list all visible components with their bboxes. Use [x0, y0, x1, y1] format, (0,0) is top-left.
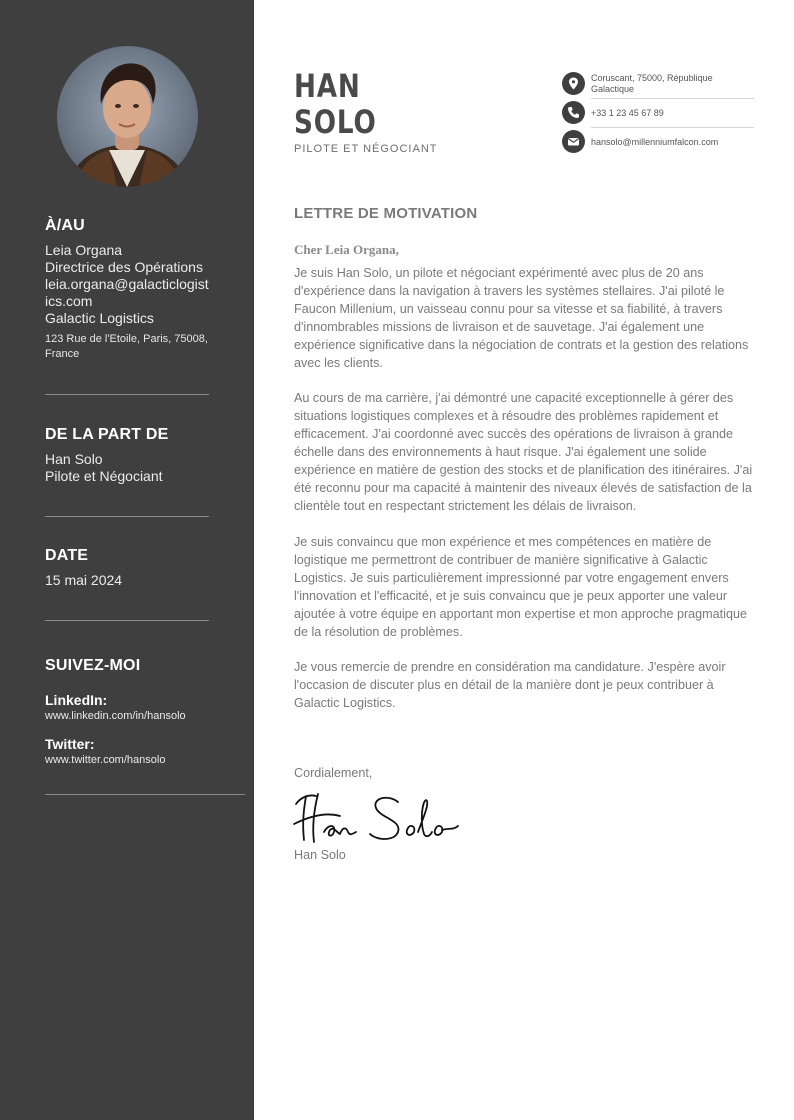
contact-divider — [591, 98, 754, 99]
signer-name: Han Solo — [294, 848, 346, 862]
divider — [45, 394, 209, 395]
twitter-link[interactable]: www.twitter.com/hansolo — [45, 754, 166, 766]
paragraph-2: Au cours de ma carrière, j'ai démontré une capacité exceptionnelle à gérer des situations logistiques complexes et à résoudre des problèmes rapidement et efficacement. J'ai coordonné avec succès des opérations de livraison à grande échelle dans des environnements à haut risque. J'ai également une solide expérience en matière de gestion des stocks et de planification des itinéraires. J'ai été reconnu pour ma capacité à maintenir des niveaux élevés de satisfaction de la clientèle tout en respectant strictement les délais de livraison. — [294, 391, 753, 513]
signature — [290, 788, 465, 855]
divider — [45, 620, 209, 621]
recipient-section — [45, 217, 209, 362]
recipient-heading: À/AU — [45, 217, 85, 234]
email-text[interactable]: hansolo@millenniumfalcon.com — [591, 137, 719, 147]
recipient-title: Directrice des Opérations — [45, 259, 203, 275]
paragraph-3: Je suis convaincu que mon expérience et mes compétences en matière de logistique me permettront de contribuer de manière significative à Galactic Logistics. Je suis particulièrement impressionné par votre engagement envers l'innovation et l'efficacité, et je suis convaincu que je peux apporter une valeur ajoutée à votre équipe en apportant mon expertise et mon approche pragmatique de la résolution de problèmes. — [294, 535, 747, 639]
linkedin-label: LinkedIn: — [45, 692, 108, 708]
divider — [45, 516, 209, 517]
phone-icon — [562, 101, 585, 124]
recipient-address: 123 Rue de l'Etoile, Paris, 75008, France — [45, 333, 208, 360]
sender-section — [45, 426, 209, 485]
sender-title: Pilote et Négociant — [45, 468, 163, 484]
closing: Cordialement, — [294, 766, 373, 780]
phone-text[interactable]: +33 1 23 45 67 89 — [591, 108, 664, 118]
recipient-email[interactable]: leia.organa@galacticlogistics.com — [45, 276, 209, 309]
location-pin-icon — [562, 72, 585, 95]
recipient-name: Leia Organa — [45, 242, 123, 258]
applicant-role: PILOTE ET NÉGOCIANT — [294, 143, 438, 155]
social-heading: SUIVEZ-MOI — [45, 657, 141, 674]
address-text: Coruscant, 75000, République Galactique — [591, 73, 713, 94]
contact-divider — [591, 127, 754, 128]
sender-heading: DE LA PART DE — [45, 426, 169, 443]
date-heading: DATE — [45, 547, 89, 564]
sidebar — [0, 0, 254, 1120]
recipient-company: Galactic Logistics — [45, 310, 154, 326]
envelope-icon — [562, 130, 585, 153]
date-section — [45, 547, 209, 589]
date-value: 15 mai 2024 — [45, 572, 123, 588]
divider — [45, 794, 245, 795]
twitter-label: Twitter: — [45, 736, 95, 752]
first-name: HAN — [294, 67, 361, 105]
paragraph-1: Je suis Han Solo, un pilote et négociant expérimenté avec plus de 20 ans d'expérience dans la navigation à travers les systèmes stellaires. J'ai piloté le Faucon Millenium, un vaisseau connu pour sa vitesse et sa fiabilité, à travers d'innombrables missions de livraison et de sauvetage. J'ai également une expérience significative dans la négociation de contrats et la gestion des relations avec les clients. — [294, 266, 749, 370]
sender-name: Han Solo — [45, 451, 103, 467]
avatar — [57, 46, 198, 187]
letter-title: LETTRE DE MOTIVATION — [294, 205, 478, 222]
last-name: SOLO — [294, 103, 377, 141]
greeting: Cher Leia Organa, — [294, 242, 399, 257]
linkedin-link[interactable]: www.linkedin.com/in/hansolo — [45, 710, 186, 722]
paragraph-4: Je vous remercie de prendre en considération ma candidature. J'espère avoir l'occasion de discuter plus en détail de la manière dont je peux contribuer à Galactic Logistics. — [294, 660, 726, 710]
social-section — [45, 657, 209, 766]
applicant-name — [294, 68, 377, 140]
